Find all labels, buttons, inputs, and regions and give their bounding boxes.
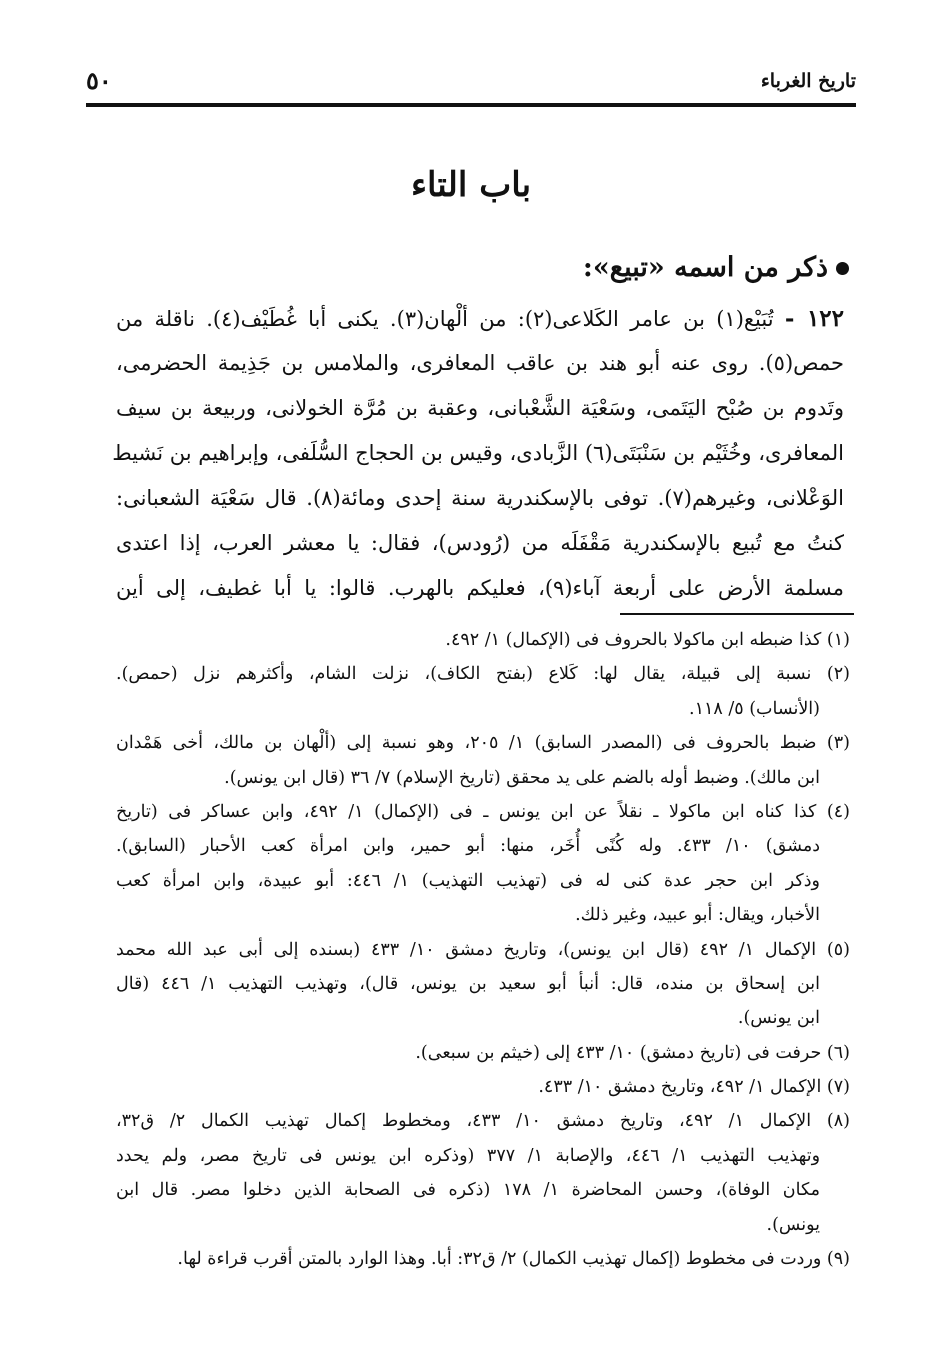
- entry-body: [112, 296, 845, 611]
- footnote-1: (١) كذا ضبطه ابن ماكولا بالحروف فى (الإكمال) ١/ ٤٩٢.: [445, 630, 850, 650]
- chapter-title: باب التاء: [410, 165, 532, 205]
- footnote-8-cont: يونس).: [766, 1214, 820, 1235]
- footnote-4-cont: وذكر ابن حجر عدة كنى له فى (تهذيب التهذيب) ١/ ٤٤٦: أبو عبيدة، وابن امرأة كعب: [116, 870, 820, 891]
- footnote-5-cont: ابن إسحاق بن منده، قال: أنبأ أبو سعيد بن يونس، قال)، وتهذيب التهذيب ١/ ٤٤٦ (قال: [116, 973, 821, 994]
- footnote-8-cont: مكان الوفاة)، وحسن المحاضرة ١/ ١٧٨ (ذكره فى الصحابة الذين دخلوا مصر. قال ابن: [116, 1180, 820, 1201]
- footnotes: [116, 623, 850, 1276]
- section-heading: [583, 252, 849, 283]
- footnote-9: (٩) وردت فى مخطوط (إكمال تهذيب الكمال) ٢/ ق٣٢: أبا. وهذا الوارد بالمتن أقرب قراءة لها.: [177, 1249, 850, 1270]
- footnote-3-cont: ابن مالك). وضبط أوله بالضم على يد محقق (تاريخ الإسلام) ٧/ ٣٦ (قال ابن يونس).: [224, 767, 820, 788]
- footnote-8-cont: وتهذيب التهذيب ١/ ٤٤٦، والإصابة ١/ ٣٧٧ (وذكره ابن يونس فى تاريخ مصر، ولم يحدد: [116, 1145, 821, 1166]
- bullet-icon: [836, 262, 849, 275]
- footnote-separator: [620, 613, 854, 615]
- footnote-2: (٢) نسبة إلى قبيلة، يقال لها: كَلاع (بفتح الكاف)، نزلت الشام، وأكثرهم نزل (حمص).: [116, 664, 850, 685]
- body-line: الوَعْلانى، وغيرهم(٧). توفى بالإسكندرية سنة إحدى ومائة(٨). قال سَعْيَة الشعبانى:: [116, 486, 845, 510]
- body-line: حمص(٥). روى عنه أبو هند بن عاقب المعافرى، والملامس بن جَذِيمة الحضرمى،: [116, 351, 844, 375]
- body-line: مسلمة الأرض على أربعة آباء(٩)، فعليكم بالهرب. قالوا: يا أبا غطيف، إلى أين: [116, 576, 844, 600]
- body-line: وتَدوم بن صُبْح اليَتَمى، وسَعْيَة الشَّعْبانى، وعقبة بن مُرَّة الخولانى، وربيعة بن سيف: [116, 396, 844, 420]
- page-header: [86, 66, 856, 102]
- page-number: ٥٠: [86, 66, 112, 95]
- footnote-7: (٧) الإكمال ١/ ٤٩٢، وتاريخ دمشق ١٠/ ٤٣٣.: [538, 1077, 850, 1098]
- footnote-5: (٥) الإكمال ١/ ٤٩٢ (قال ابن يونس)، وتاريخ دمشق ١٠/ ٤٣٣ (بسنده إلى أبى عبد الله محمد: [116, 939, 850, 960]
- body-line: المعافرى، وخُثَيْم بن سَنْبَتَى(٦) الزَّبادى، وقيس بن الحجاج السُّلَفى، وإبراهيم بن نَشيط: [112, 441, 844, 465]
- body-line: [116, 296, 844, 341]
- footnote-4-cont: دمشق) ١٠/ ٤٣٣. وله كُنًى أُخَر، منها: أبو حمير، وابن امرأة كعب الأحبار (السابق).: [116, 836, 820, 857]
- body-line-text: تُبَيْع(١) بن عامر الكَلاعى(٢): من ألْهان(٣). يكنى أبا غُطَيْف(٤). ناقلة من: [116, 307, 774, 331]
- entry-number: ١٢٢ -: [784, 305, 845, 332]
- footnote-4: (٤) كذا كناه ابن ماكولا ـ نقلاً عن ابن يونس ـ فى (الإكمال) ١/ ٤٩٢، وابن عساكر فى (تاريخ: [116, 801, 850, 822]
- footnote-2-cont: (الأنساب) ٥/ ١١٨.: [688, 698, 820, 719]
- section-heading-text: ذكر من اسمه «تبيع»:: [582, 252, 828, 283]
- footnote-8: (٨) الإكمال ١/ ٤٩٢، وتاريخ دمشق ١٠/ ٤٣٣، ومخطوط إكمال تهذيب الكمال ٢/ ق٣٢،: [116, 1111, 850, 1132]
- header-rule: [86, 103, 856, 107]
- footnote-5-cont: ابن يونس).: [737, 1008, 820, 1029]
- body-line: كنتُ مع تُبيع بالإسكندرية مَقْفَلَه من (رُودس)، فقال: يا معشر العرب، إذا اعتدى: [116, 531, 844, 555]
- footnote-6: (٦) حرفت فى (تاريخ دمشق) ١٠/ ٤٣٣ إلى (خيثم بن سبعى).: [415, 1042, 850, 1063]
- running-title: تاريخ الغرباء: [760, 70, 856, 92]
- footnote-4-cont: الأخبار، ويقال: أبو عبيد، وغير ذلك.: [575, 905, 820, 926]
- footnote-3: (٣) ضبط بالحروف فى (المصدر السابق) ١/ ٢٠٥، وهو نسبة إلى (ألْهان بن مالك، أخى هَمْدان: [116, 733, 850, 754]
